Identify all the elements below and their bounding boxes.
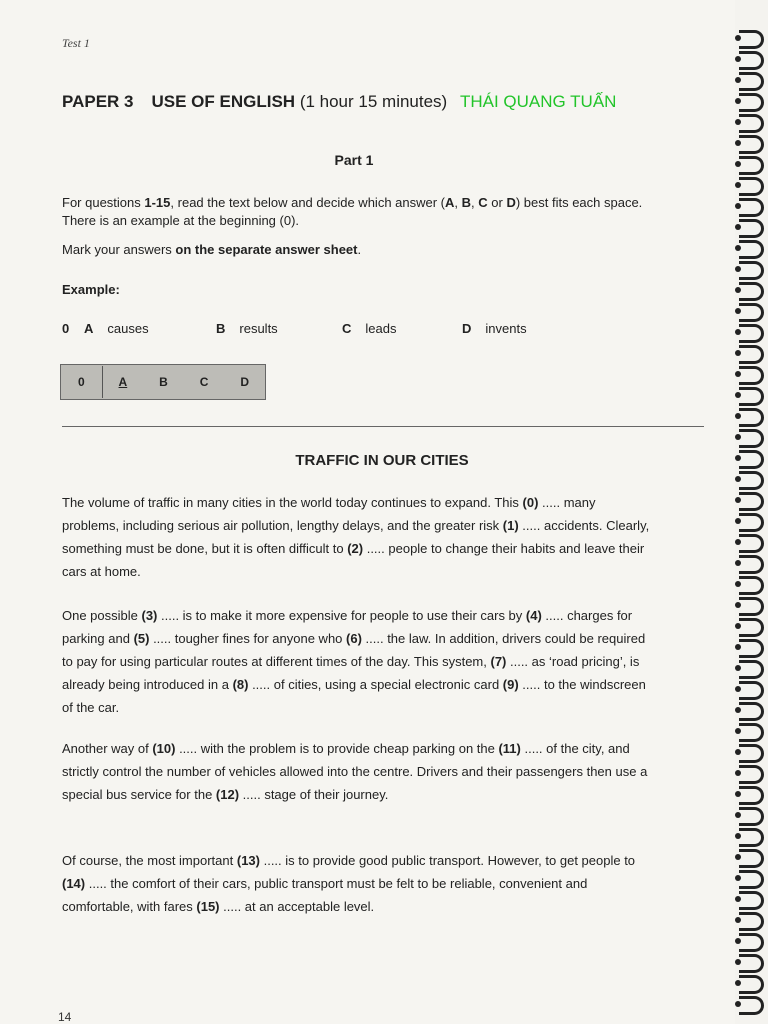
answer-grid-example bbox=[60, 364, 266, 400]
text-paragraph bbox=[62, 737, 652, 806]
binding-ring bbox=[739, 303, 764, 322]
example-options bbox=[62, 321, 622, 341]
binding-ring bbox=[739, 639, 764, 658]
paragraph-text: ..... of cities, using a special electronic card bbox=[248, 677, 503, 692]
binding-ring bbox=[739, 177, 764, 196]
paragraph-text: Of course, the most important bbox=[62, 853, 237, 868]
binding-ring bbox=[739, 72, 764, 91]
binding-ring bbox=[739, 282, 764, 301]
binding-ring bbox=[739, 807, 764, 826]
paragraph-text: Another way of bbox=[62, 741, 153, 756]
binding-ring bbox=[739, 933, 764, 952]
page-number: 14 bbox=[58, 1010, 72, 1024]
binding-ring bbox=[739, 555, 764, 574]
binding-ring bbox=[739, 744, 764, 763]
gap-number: (10) bbox=[152, 741, 176, 756]
gap-number: (9) bbox=[502, 677, 519, 692]
paragraph-text: ..... as ‘road pricing’, is already being introduced in a bbox=[62, 654, 640, 692]
answer-grid-cell-c: C bbox=[199, 375, 209, 389]
paragraph-text: ..... is to provide good public transport. However, to get people to bbox=[259, 853, 636, 868]
binding-ring bbox=[739, 51, 764, 70]
paragraph-text: ..... with the problem is to provide cheap parking on the bbox=[175, 741, 499, 756]
paragraph-text: ..... to the windscreen of the car. bbox=[62, 677, 646, 715]
gap-number: (11) bbox=[498, 741, 521, 756]
paragraph-text: ..... people to change their habits and leave their cars at home. bbox=[62, 541, 645, 579]
binding-ring bbox=[739, 219, 764, 238]
gap-number: (15) bbox=[196, 899, 220, 914]
test-label: Test 1 bbox=[62, 36, 90, 50]
paragraph-text: ..... is to make it more expensive for people to use their cars by bbox=[157, 608, 526, 623]
answer-grid-cell-d: D bbox=[240, 375, 249, 389]
example-option-d: D invents bbox=[462, 321, 527, 336]
example-number: 0 bbox=[62, 321, 70, 336]
paragraph-text: ..... the comfort of their cars, public transport must be felt to be reliable, convenient and comfortable, with fares bbox=[62, 876, 588, 914]
binding-ring bbox=[739, 30, 764, 49]
binding-ring bbox=[739, 786, 764, 805]
binding-ring bbox=[739, 891, 764, 910]
gap-number: (4) bbox=[525, 608, 542, 623]
paragraph-text: ..... of the city, and strictly control the number of vehicles allowed into the centre. Drivers and their passengers then use a special bus service for the bbox=[62, 741, 648, 802]
binding-ring bbox=[739, 114, 764, 133]
instructions: For questions 1-15, read the text below and decide which answer (A, B, C or D) best fits each space. There is an example at the beginning (0). bbox=[62, 195, 643, 228]
binding-ring bbox=[739, 429, 764, 448]
gap-number: (0) bbox=[522, 495, 539, 510]
gap-number: (14) bbox=[62, 876, 86, 891]
binding-ring bbox=[739, 408, 764, 427]
binding-ring bbox=[739, 975, 764, 994]
paragraph-text: ..... tougher fines for anyone who bbox=[149, 631, 347, 646]
binding-ring bbox=[739, 912, 764, 931]
gap-number: (3) bbox=[141, 608, 158, 623]
binding-ring bbox=[739, 387, 764, 406]
paragraph-text: ..... accidents. Clearly, something must be done, but it is often difficult to bbox=[62, 518, 650, 556]
binding-ring bbox=[739, 576, 764, 595]
example-option-a: A causes bbox=[84, 321, 149, 336]
gap-number: (1) bbox=[502, 518, 519, 533]
paragraph-text: ..... the law. In addition, drivers could be required to pay for using particular routes at different times of the day. This system, bbox=[62, 631, 646, 669]
binding-ring bbox=[739, 723, 764, 742]
binding-ring bbox=[739, 156, 764, 175]
binding-ring bbox=[739, 828, 764, 847]
gap-number: (5) bbox=[133, 631, 150, 646]
text-paragraph bbox=[62, 849, 652, 918]
paragraph-text: One possible bbox=[62, 608, 142, 623]
gap-number: (8) bbox=[232, 677, 249, 692]
binding-ring bbox=[739, 240, 764, 259]
binding-ring bbox=[739, 324, 764, 343]
binding-ring bbox=[739, 135, 764, 154]
binding-ring bbox=[739, 534, 764, 553]
binding-ring bbox=[739, 681, 764, 700]
binding-ring bbox=[739, 471, 764, 490]
gap-number: (7) bbox=[490, 654, 507, 669]
paper-title bbox=[62, 92, 616, 112]
answer-grid-cell-a: A bbox=[118, 375, 128, 389]
paragraph-text: The volume of traffic in many cities in the world today continues to expand. This bbox=[62, 495, 523, 510]
answer-grid-cell-b: B bbox=[159, 375, 168, 389]
binding-ring bbox=[739, 450, 764, 469]
gap-number: (12) bbox=[215, 787, 240, 802]
binding-ring bbox=[739, 366, 764, 385]
gap-number: (2) bbox=[347, 541, 364, 556]
binding-ring bbox=[739, 660, 764, 679]
example-option-c: C leads bbox=[342, 321, 397, 336]
binding-ring bbox=[739, 870, 764, 889]
example-label: Example: bbox=[62, 282, 120, 297]
binding-ring bbox=[739, 702, 764, 721]
gap-number: (6) bbox=[346, 631, 362, 646]
text-paragraph bbox=[62, 604, 652, 719]
gap-number: (13) bbox=[236, 853, 260, 868]
paragraph-text: ..... at an acceptable level. bbox=[219, 899, 375, 914]
paper-name: USE OF ENGLISH bbox=[151, 92, 296, 111]
binding-ring bbox=[739, 345, 764, 364]
binding-ring bbox=[739, 765, 764, 784]
part-heading: Part 1 bbox=[334, 152, 374, 168]
binding-ring bbox=[739, 849, 764, 868]
binding-ring bbox=[739, 597, 764, 616]
watermark-text: THÁI QUANG TUẤN bbox=[459, 92, 617, 111]
paragraph-text: ..... stage of their journey. bbox=[239, 787, 389, 802]
paragraph-text: ..... charges for parking and bbox=[62, 608, 633, 646]
paper-code: PAPER 3 bbox=[62, 92, 134, 111]
binding-ring bbox=[739, 618, 764, 637]
binding-ring bbox=[739, 996, 764, 1015]
example-option-b: B results bbox=[216, 321, 278, 336]
binding-ring bbox=[739, 93, 764, 112]
answer-grid-number: 0 bbox=[77, 375, 85, 389]
binding-ring bbox=[739, 954, 764, 973]
binding-ring bbox=[739, 261, 764, 280]
binding-ring bbox=[739, 513, 764, 532]
spiral-binding bbox=[738, 0, 768, 1024]
divider bbox=[62, 426, 704, 427]
paper-duration: (1 hour 15 minutes) bbox=[299, 92, 448, 111]
text-title: TRAFFIC IN OUR CITIES bbox=[295, 452, 469, 469]
mark-instruction: Mark your answers on the separate answer sheet. bbox=[62, 242, 362, 257]
paragraph-text: ..... many problems, including serious air pollution, lengthy delays, and the greater risk bbox=[62, 495, 596, 533]
binding-ring bbox=[739, 492, 764, 511]
text-paragraph bbox=[62, 491, 652, 583]
binding-ring bbox=[739, 198, 764, 217]
